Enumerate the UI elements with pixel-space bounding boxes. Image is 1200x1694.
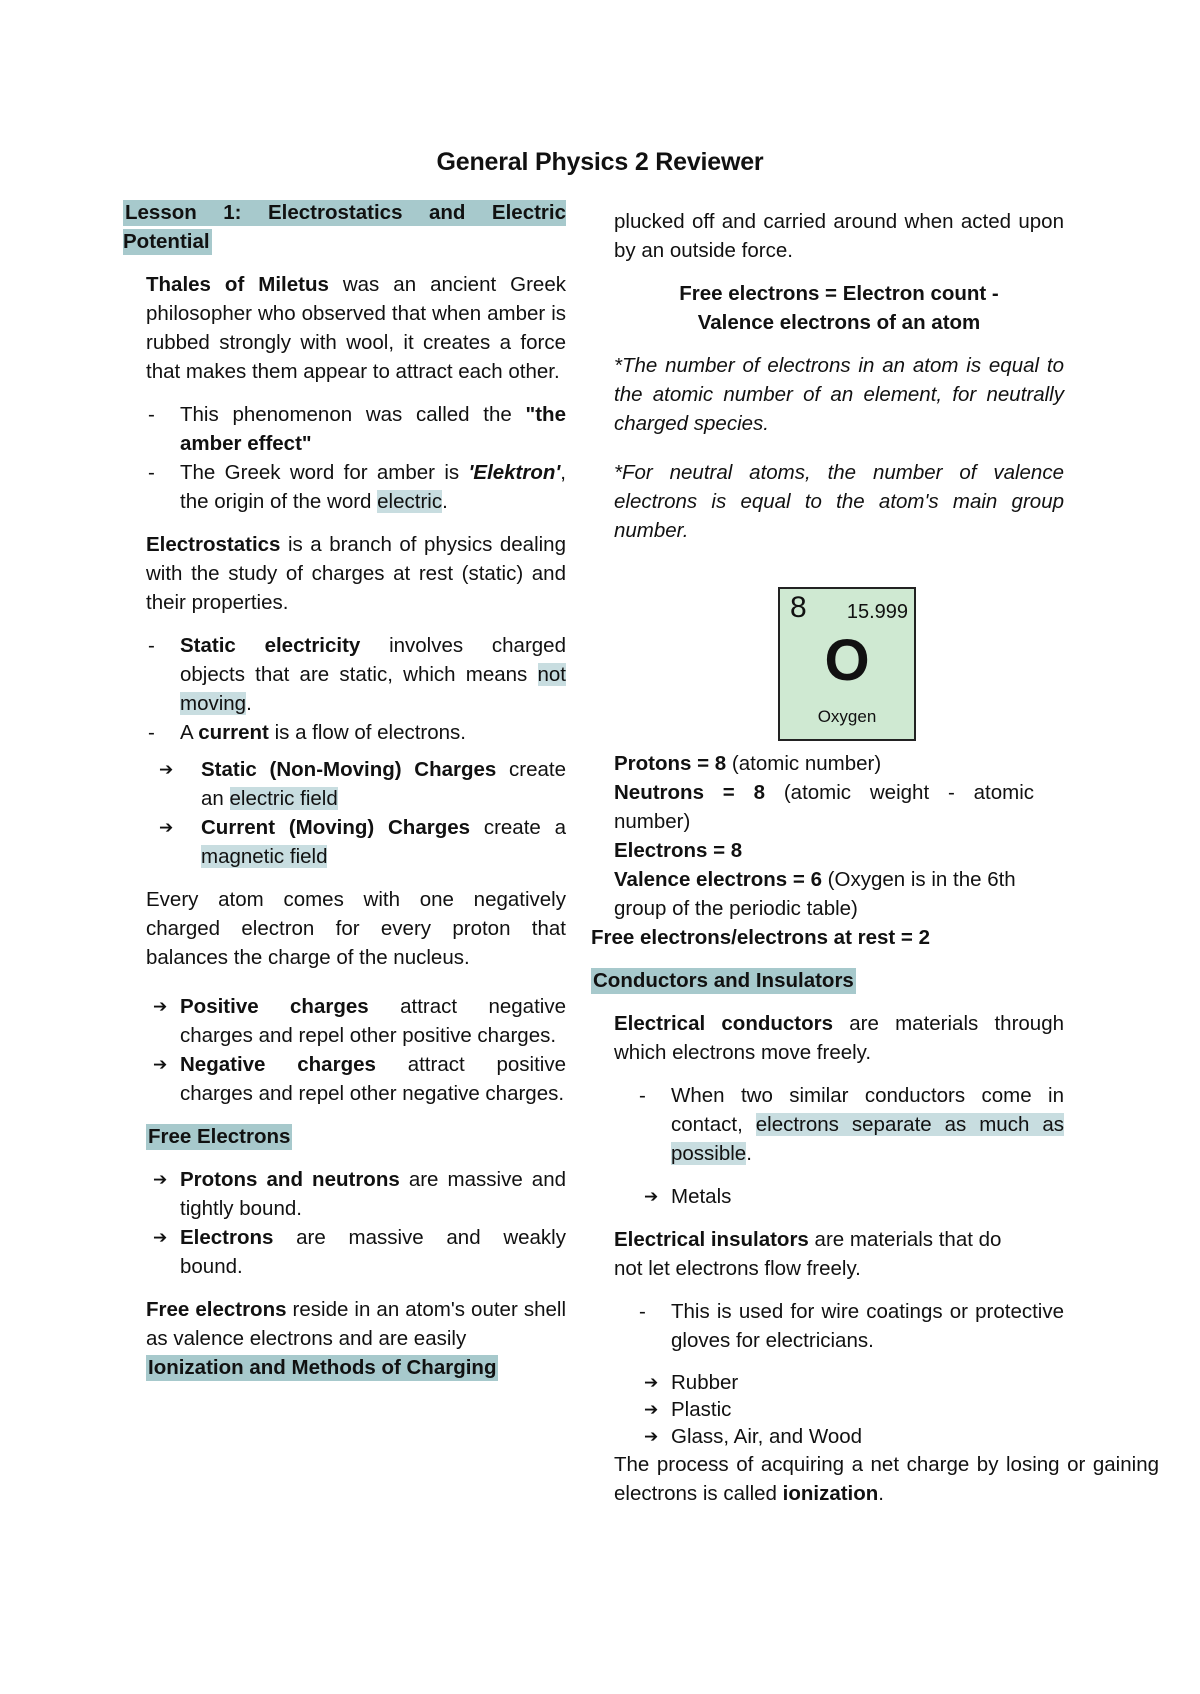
arrow-icon: ➔ <box>153 1228 168 1247</box>
amber-list <box>123 400 566 516</box>
amber-item2-mid: , the origin of the word <box>180 461 566 513</box>
magnetic-field-highlight: magnetic field <box>201 845 328 868</box>
static-list <box>123 631 566 747</box>
insulators-list <box>614 1297 1064 1355</box>
positive-negative-list <box>123 992 566 1108</box>
electrostatics-term: Electrostatics <box>146 533 281 556</box>
element-symbol: O <box>824 628 870 693</box>
arrow-icon: ➔ <box>153 997 168 1016</box>
conductors-list <box>614 1081 1064 1168</box>
list-item: - A current is a flow of electrons. <box>148 721 467 744</box>
list-item: - Static electricity involves charged objects that are static, which means not moving. <box>148 634 566 715</box>
arrow-icon: ➔ <box>153 1170 168 1189</box>
atom-paragraph: Every atom comes with one negatively charged electron for every proton that balances the charge of the nucleus. <box>146 888 566 969</box>
ionization-paragraph: The process of acquiring a net charge by losing or gaining electrons is called ionization. <box>614 1453 1159 1505</box>
formula-line-2: Valence electrons of an atom <box>697 311 981 334</box>
arrow-icon: ➔ <box>159 818 174 837</box>
list-item: - The Greek word for amber is 'Elektron', the origin of the word electric. <box>148 461 566 513</box>
arrow-icon: ➔ <box>644 1373 659 1392</box>
list-item: ➔ Protons and neutrons are massive and tightly bound. <box>123 1165 566 1223</box>
oxygen-element-tile <box>778 587 916 741</box>
elektron-term: 'Elektron' <box>468 461 561 484</box>
arrow-icon: ➔ <box>644 1427 659 1446</box>
left-column <box>123 198 566 1382</box>
continuation-paragraph: plucked off and carried around when acted upon by an outside force. <box>614 210 1064 262</box>
list-item: ➔ Static (Non-Moving) Charges create an electric field <box>123 755 566 813</box>
valence-line: Valence electrons = 6 (Oxygen is in the 6th group of the periodic table) <box>614 868 1016 920</box>
insulators-paragraph: Electrical insulators are materials that do not let electrons flow freely. <box>614 1228 1002 1280</box>
electrons-line: Electrons = 8 <box>614 839 743 862</box>
ionization-heading: Ionization and Methods of Charging <box>148 1356 497 1379</box>
list-item: ➔ Positive charges attract negative charges and repel other positive charges. <box>123 992 566 1050</box>
formula-line-1: Free electrons = Electron count - <box>679 282 999 305</box>
insulator-examples-list <box>614 1369 1076 1450</box>
list-item: ➔ Negative charges attract positive charges and repel other negative charges. <box>123 1050 566 1108</box>
list-item: ➔ Rubber <box>644 1371 739 1394</box>
list-item: - When two similar conductors come in contact, electrons separate as much as possible. <box>639 1084 1064 1165</box>
right-column <box>591 207 1159 1508</box>
current-term: current <box>198 721 269 744</box>
list-item: ➔ Electrons are massive and weakly bound. <box>123 1223 566 1281</box>
arrow-icon: ➔ <box>644 1187 659 1206</box>
atomic-mass: 15.999 <box>846 601 908 623</box>
note-valence: *For neutral atoms, the number of valence electrons is equal to the atom's main group number. <box>614 461 1064 542</box>
arrow-icon: ➔ <box>644 1400 659 1419</box>
thales-paragraph <box>146 270 566 386</box>
metals-list <box>614 1182 1076 1211</box>
free-electrons-at-rest: Free electrons/electrons at rest = 2 <box>591 926 930 949</box>
ionization-heading-block <box>146 1353 566 1382</box>
electrostatics-text: is a branch of physics dealing with the study of charges at rest (static) and their properties. <box>146 533 566 614</box>
list-item: - This is used for wire coatings or protective gloves for electricians. <box>639 1300 1064 1352</box>
free-electrons-list <box>123 1165 566 1281</box>
lesson-1-heading-block <box>123 198 566 256</box>
electrostatics-paragraph <box>146 530 566 617</box>
free-electrons-heading-block <box>146 1122 566 1151</box>
page-title: General Physics 2 Reviewer <box>436 148 764 176</box>
element-name: Oxygen <box>817 707 877 726</box>
note-atomic-number: *The number of electrons in an atom is equal to the atomic number of an element, for neutrally charged species. <box>614 354 1064 435</box>
free-electrons-heading: Free Electrons <box>148 1125 291 1148</box>
free-electrons-paragraph: Free electrons reside in an atom's outer shell as valence electrons and are easily <box>146 1298 566 1350</box>
conductors-paragraph: Electrical conductors are materials through which electrons move freely. <box>614 1012 1065 1064</box>
list-item: ➔ Metals <box>614 1182 1076 1211</box>
conductors-heading: Conductors and Insulators <box>593 969 854 992</box>
electrons-separate-highlight: electrons separate as much as possible <box>671 1113 1064 1165</box>
arrow-icon: ➔ <box>153 1055 168 1074</box>
thales-name: Thales of Miletus <box>146 273 329 296</box>
lesson-1-heading: Lesson 1: Electrostatics and Electric Potential <box>123 201 566 253</box>
protons-line: Protons = 8 (atomic number) <box>614 752 882 775</box>
atomic-number: 8 <box>790 591 807 624</box>
conductors-heading-block <box>591 966 1076 995</box>
arrow-icon: ➔ <box>159 760 174 779</box>
list-item: ➔ Current (Moving) Charges create a magnetic field <box>123 813 566 871</box>
list-item: ➔ Glass, Air, and Wood <box>644 1425 863 1448</box>
amber-item2-text: The Greek word for amber is <box>180 461 469 484</box>
amber-item1-text: This phenomenon was called the <box>180 403 526 426</box>
charges-list <box>123 755 566 871</box>
static-electricity-term: Static electricity <box>180 634 361 657</box>
amber-effect-term: "the amber effect" <box>180 403 566 455</box>
list-item: - This phenomenon was called the "the amber effect" <box>148 403 566 455</box>
electric-highlight: electric <box>377 490 443 513</box>
not-moving-highlight: not moving <box>180 663 566 715</box>
electric-field-highlight: electric field <box>229 787 338 810</box>
thales-text: was an ancient Greek philosopher who observed that when amber is rubbed strongly with wool, it creates a force that makes them appear to attract each other. <box>146 273 566 383</box>
list-item: ➔ Plastic <box>644 1398 732 1421</box>
neutrons-line: Neutrons = 8 (atomic weight - atomic number) <box>614 781 1034 833</box>
